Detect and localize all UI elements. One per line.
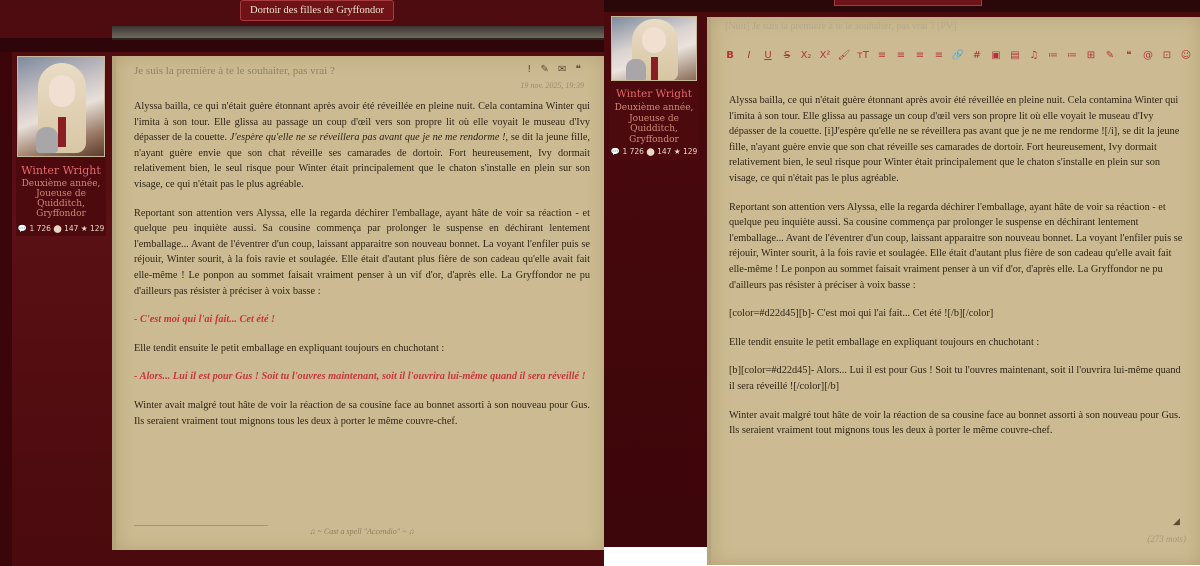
speech-line: - Alors... Lui il est pour Gus ! Soit tu l'ouvres maintenant, soit il l'ouvrira lui-même quand il sera réveillé !	[134, 371, 586, 383]
message-textarea[interactable]	[729, 93, 1185, 527]
user-role: Deuxième année, Joueuse de Quidditch, Gryffondor	[21, 179, 101, 219]
bold-icon[interactable]: B	[726, 50, 734, 61]
post-paragraph	[134, 99, 590, 193]
edit-icon[interactable]: ✎	[540, 64, 552, 75]
post-title: Je suis la première à te le souhaiter, pas vrai ?	[134, 65, 335, 77]
font-size-icon[interactable]: ᴛT	[857, 50, 869, 61]
left-edge	[0, 52, 12, 566]
signature-divider	[134, 525, 268, 526]
spoiler-icon[interactable]: ⊡	[1162, 50, 1172, 61]
editor-paragraph: Elle tendit ensuite le petit emballage en expliquant toujours en chuchotant :	[729, 336, 1040, 348]
post-paragraph: Winter avait malgré tout hâte de voir la réaction de sa cousine face au bonnet assorti à son nouveau pour Gus. Ils seraient vraiment tout mignons tous les deux à porter le même couvre-chef.	[134, 399, 590, 427]
post-body	[134, 99, 590, 442]
underline-icon[interactable]: U	[764, 50, 772, 61]
emoji-icon[interactable]: ☺	[1180, 50, 1192, 61]
bullet-list-icon[interactable]: ≔	[1048, 50, 1058, 61]
signature: ♫ ~ Cast a spell "Accendio" ~ ♫	[309, 527, 415, 536]
post-date: 19 nov. 2025, 19:39	[520, 81, 584, 90]
user-stats	[16, 224, 106, 233]
numbered-list-icon[interactable]: ≔	[1067, 50, 1077, 61]
username-link[interactable]: Winter Wright	[21, 164, 101, 177]
align-justify-icon[interactable]: ≡	[934, 50, 944, 61]
post-paragraph: Reportant son attention vers Alyssa, elle la regarda déchirer l'emballage, ayant hâte de voir sa réaction - et quelque peu inquiète aussi. Sa cousine commença par prolonger le suspense en déchirant lentement l'emballage... Avant de l'éventrer d'un coup, laissant apparaitre son nouveau bonnet. La voyant l'enfiler puis se réjouir, Winter sourit, à la fois ravie et soulagée. Elle était d'autant plus fière de son cadeau qu'elle avait fait elle-même ! Le ponpon au sommet faisait vraiment penser à un vif d'or, d'après elle. La Gryffondor ne pu d'ailleurs pas résister à préciser à voix basse :	[134, 207, 590, 297]
star-icon: ★	[80, 224, 88, 233]
avatar[interactable]	[17, 56, 105, 157]
post-editor	[707, 17, 1200, 565]
hash-icon[interactable]: #	[972, 50, 982, 61]
message-icon[interactable]: ✉	[558, 64, 570, 75]
avatar-cat	[36, 127, 58, 153]
forum-tag-button[interactable]: Dortoir des filles de Gryffondor	[240, 0, 394, 21]
header-strip	[0, 38, 604, 52]
clear-format-icon[interactable]: ✎	[1105, 50, 1115, 61]
speech-line: - C'est moi qui l'ai fait... Cet été !	[134, 314, 276, 326]
scrollbar-track[interactable]	[112, 26, 604, 40]
quote-icon[interactable]: ❝	[575, 64, 584, 75]
music-icon[interactable]: ♫	[1029, 50, 1039, 61]
quote-icon[interactable]: ❝	[1126, 50, 1132, 61]
superscript-icon[interactable]: X²	[819, 50, 831, 61]
paragraph-text: , se dit la jeune fille, n'ayant guère envie que son chat réveille ses camarades de dortoir. Fort heureusement, Ivy dormait relativement bien, le seul risque pour Winter était principalement que le chaton s'installe en plein sur son visage, ce qui n'était pas le plus agréable.	[134, 132, 591, 190]
forum-tag-fragment	[834, 0, 982, 6]
username-link[interactable]: Winter Wright	[616, 88, 692, 100]
italic-icon[interactable]: I	[747, 50, 751, 61]
user-stats	[609, 147, 699, 156]
table-icon[interactable]: ⊞	[1086, 50, 1096, 61]
stars-count: 129	[89, 224, 105, 233]
mention-icon[interactable]: @	[1143, 50, 1153, 61]
resize-handle-icon[interactable]: ◢	[1173, 517, 1180, 527]
star-icon: ★	[673, 147, 681, 156]
avatar-tie	[651, 57, 658, 81]
avatar-face	[49, 75, 75, 107]
stars-count: 129	[682, 147, 698, 156]
avatar-face	[642, 27, 666, 53]
editor-paragraph: Alyssa bailla, ce qui n'était guère étonnant après avoir été réveillée en pleine nuit. Cela contamina Winter qui l'imita à son tour. Elle glissa au passage un coup d'œil vers son propre lit où elle voyait le museau d'Ivy dépasser de la couette. [i]J'espère qu'elle ne se réveillera pas avant que je ne me rendorme ![/i], se dit la jeune fille, n'ayant guère envie que son chat réveille ses camarades de dortoir. Fort heureusement, Ivy dormait relativement bien, le seul risque pour Winter était principalement que le chaton s'installe en plein sur son visage, ce qui n'était pas le plus agréable.	[729, 95, 1180, 184]
video-icon[interactable]: ▤	[1010, 50, 1020, 61]
formatting-toolbar	[721, 43, 1199, 69]
user-role: Deuxième année, Joueuse de Quidditch, Gryffondor	[614, 103, 694, 145]
post-tools[interactable]	[527, 64, 584, 75]
user-profile-card	[16, 56, 106, 236]
points-count: 147	[64, 224, 79, 233]
avatar[interactable]	[611, 16, 697, 81]
align-left-icon[interactable]: ≡	[877, 50, 887, 61]
points-icon: ⬤	[53, 224, 62, 233]
image-icon[interactable]: ▣	[991, 50, 1001, 61]
strikethrough-icon[interactable]: S	[783, 50, 791, 61]
subject-input[interactable]	[725, 19, 1195, 33]
avatar-cat	[626, 59, 646, 81]
align-center-icon[interactable]: ≡	[896, 50, 906, 61]
report-icon[interactable]: !	[527, 64, 535, 75]
messages-count: 1 726	[29, 224, 51, 233]
subscript-icon[interactable]: X₂	[800, 50, 812, 61]
paragraph-text: Alyssa bailla, ce qui n'était guère étonnant après avoir été réveillée en pleine nuit. Cela contamina Winter qui l'imita à son tour. Elle glissa au passage un coup d'œil vers son propre lit où elle voyait le museau d'Ivy dépasser de la couette.	[134, 101, 590, 144]
points-count: 147	[657, 147, 672, 156]
editor-paragraph: [b][color=#d22d45]- Alors... Lui il est pour Gus ! Soit tu l'ouvres maintenant, soit il l'ouvrira lui-même quand il sera réveillé ![/color][/b]	[729, 365, 1181, 392]
messages-count: 1 726	[622, 147, 644, 156]
text-color-icon[interactable]: 🖌	[837, 50, 851, 61]
editor-profile-card	[609, 16, 699, 160]
link-icon[interactable]: 🔗	[951, 50, 965, 61]
avatar-tie	[58, 117, 66, 147]
align-right-icon[interactable]: ≡	[915, 50, 925, 61]
messages-icon: 💬	[610, 147, 621, 156]
editor-paragraph: [color=#d22d45][b]- C'est moi qui l'ai fait... Cet été ![/b][/color]	[729, 308, 994, 320]
post-card	[112, 56, 604, 550]
italic-thought: J'espère qu'elle ne se réveillera pas avant que je ne me rendorme !	[229, 132, 506, 144]
messages-icon: 💬	[17, 224, 28, 233]
editor-paragraph: Reportant son attention vers Alyssa, elle la regarda déchirer l'emballage, ayant hâte de voir sa réaction - et quelque peu inquiète aussi. Sa cousine commença par prolonger le suspense en déchirant lentement l'emballage... Avant de l'éventrer d'un coup, laissant apparaitre son nouveau bonnet. La voyant l'enfiler puis se réjouir, Winter sourit, à la fois ravie et soulagée. Elle était d'autant plus fière de son cadeau qu'elle avait fait elle-même ! Le ponpon au sommet faisait vraiment penser à un vif d'or, d'après elle. La Gryffondor ne pu d'ailleurs pas résister à préciser à voix basse :	[729, 201, 1183, 291]
points-icon: ⬤	[646, 147, 655, 156]
word-count: (273 mots)	[1147, 534, 1186, 544]
post-paragraph: Elle tendit ensuite le petit emballage en expliquant toujours en chuchotant :	[134, 342, 445, 354]
editor-paragraph: Winter avait malgré tout hâte de voir la réaction de sa cousine face au bonnet assorti à son nouveau pour Gus. Ils seraient vraiment tout mignons tous les deux à porter le même couvre-chef.	[729, 409, 1181, 437]
